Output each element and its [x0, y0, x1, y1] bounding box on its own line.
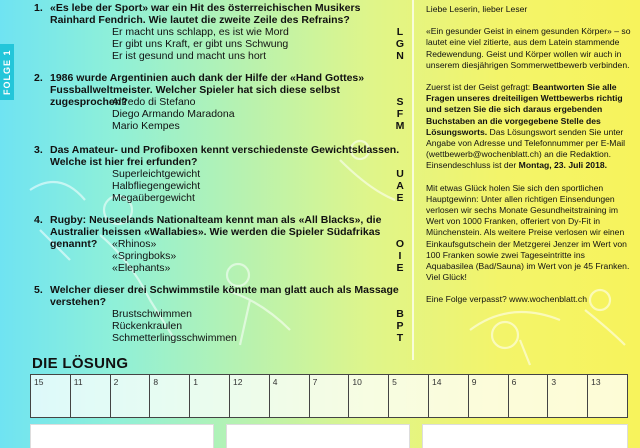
instructions-paragraph [426, 82, 634, 172]
cell-number: 3 [551, 377, 557, 387]
cell-number: 13 [591, 377, 601, 387]
episode-tag: FOLGE 1 [0, 44, 14, 100]
cell-number: 14 [431, 377, 442, 387]
answer-letter: S [396, 96, 404, 108]
solution-cell[interactable] [150, 375, 190, 417]
solution-cell[interactable] [270, 375, 310, 417]
solution-cell[interactable] [469, 375, 509, 417]
instructions-intro: Zuerst ist der Geist gefragt: [426, 82, 533, 93]
solution-cell[interactable] [230, 375, 270, 417]
answer-option: Diego Armando Maradona [112, 108, 235, 120]
question-text: Rugby: Neuseelands Nationalteam kennt man als «All Blacks», die Australier heissen «Wallabies». Wie werden die Spieler Südafrikas genannt? [50, 214, 382, 250]
cell-number: 10 [352, 377, 362, 387]
question-number: 4. [34, 214, 43, 226]
answer-letter: L [396, 26, 404, 38]
solution-grid [30, 374, 628, 418]
solution-cell[interactable] [429, 375, 469, 417]
question-text: Das Amateur- und Profiboxen kennt verschiedenste Gewichtsklassen. Welche ist hier frei erfunden? [50, 144, 400, 168]
answer-letter: P [396, 320, 404, 332]
question-text: «Es lebe der Sport» war ein Hit des österreichischen Musikers Rainhard Fendrich. Wie lautet die zweite Zeile des Refrains? [50, 2, 361, 26]
cell-number: 2 [113, 377, 119, 387]
greeting: Liebe Leserin, lieber Leser [426, 4, 528, 14]
bottom-panel [422, 424, 628, 448]
answer-letter: M [395, 120, 405, 132]
answer-letter: E [396, 192, 404, 204]
solution-cell[interactable] [71, 375, 111, 417]
answer-option: Halbfliegengewicht [112, 180, 201, 192]
answer-letter: T [396, 332, 404, 344]
cell-number: 7 [312, 377, 318, 387]
question-number: 3. [34, 144, 43, 156]
solution-title: DIE LÖSUNG [32, 355, 129, 372]
cell-number: 8 [153, 377, 159, 387]
solution-cell[interactable] [509, 375, 549, 417]
cell-number: 15 [34, 377, 44, 387]
answer-letter: N [396, 50, 404, 62]
column-divider [412, 0, 414, 360]
answer-letter: G [395, 38, 405, 50]
answer-letter: F [396, 108, 404, 120]
deadline-date: Montag, 23. Juli 2018. [518, 160, 608, 171]
solution-cell[interactable] [31, 375, 71, 417]
question-text: Welcher dieser drei Schwimmstile könnte man glatt auch als Massage verstehen? [50, 284, 399, 308]
answer-option: «Rhinos» [112, 238, 157, 250]
question-number: 2. [34, 72, 43, 84]
cell-number: 1 [193, 377, 198, 387]
answer-option: «Elephants» [112, 262, 171, 274]
missed-episode-link[interactable]: Eine Folge verpasst? www.wochenblatt.ch [426, 294, 587, 305]
solution-cell[interactable] [310, 375, 350, 417]
bottom-panel [30, 424, 214, 448]
answer-letter: U [396, 168, 404, 180]
cell-number: 11 [73, 377, 83, 387]
answer-option: Brustschwimmen [112, 308, 192, 320]
question-text: 1986 wurde Argentinien auch dank der Hilfe der «Hand Gottes» Fussballweltmeister. Welcher Spieler hat sich diese selbst zugesprochen? [50, 72, 365, 108]
solution-cell[interactable] [111, 375, 151, 417]
answer-letter: A [396, 180, 404, 192]
answer-option: Alfredo di Stefano [112, 96, 196, 108]
solution-cell[interactable] [588, 375, 627, 417]
intro-paragraph: «Ein gesunder Geist in einem gesunden Körper» – so lautet eine viel zitierte, aus dem Latein stammende Redewendung. Geist und Körper wollen wir auch in unserem diesjährigen Sommerwettbewerb verbinden. [426, 26, 631, 70]
answer-letter: E [396, 262, 404, 274]
answer-letter: O [395, 238, 405, 250]
answer-option: Er gibt uns Kraft, er gibt uns Schwung [112, 38, 289, 50]
answer-letter: B [396, 308, 404, 320]
answer-letter: I [398, 250, 402, 262]
answer-option: Mario Kempes [112, 120, 180, 132]
cell-number: 6 [511, 377, 517, 387]
bottom-panel [226, 424, 410, 448]
instructions-highlight: Beantworten Sie alle Fragen unseres dreiteiligen Wettbewerbs richtig und setzen Sie die sich daraus ergebenden Buchstaben an die vorgegebene Stelle des Lösungsworts. [426, 82, 623, 137]
question-number: 5. [34, 284, 43, 296]
answer-option: Rückenkraulen [112, 320, 183, 332]
cell-number: 12 [232, 377, 243, 387]
answer-option: Schmetterlingsschwimmen [112, 332, 237, 344]
solution-cell[interactable] [389, 375, 429, 417]
question-number: 1. [34, 2, 43, 14]
instructions-rest: Das Lösungswort senden Sie unter Angabe von Adresse und Telefonnummer per E-Mail (wettbewerb@wochenblatt.ch) an die Redaktion. Einsendeschluss ist der [426, 126, 626, 171]
answer-option: Er macht uns schlapp, es ist wie Mord [112, 26, 289, 38]
cell-number: 9 [471, 377, 477, 387]
solution-cell[interactable] [190, 375, 230, 417]
answer-option: Superleichtgewicht [112, 168, 201, 180]
cell-number: 5 [392, 377, 397, 387]
answer-option: Er ist gesund und macht uns hort [112, 50, 267, 62]
prizes-paragraph: Mit etwas Glück holen Sie sich den sportlichen Hauptgewinn: Unter allen richtigen Einsendungen verlosen wir sechs Monate Gesundheitstraining im Wert von 1000 Franken, offeriert von Dy-Fit in Münchenstein. Als weitere Preise verlosen wir einen Einkaufsgutschein der Metzgerei Jenzer im Wert von 100 Franken sowie zwei Tageseintritte ins Aquabasilea (Bad/Sauna) im Wert von je 45 Franken. Viel Glück! [426, 182, 630, 283]
solution-cell[interactable] [548, 375, 588, 417]
info-column [426, 4, 634, 317]
cell-number: 4 [272, 377, 278, 387]
solution-cell[interactable] [349, 375, 389, 417]
answer-option: «Springboks» [112, 250, 177, 262]
answer-option: Megaübergewicht [112, 192, 195, 204]
